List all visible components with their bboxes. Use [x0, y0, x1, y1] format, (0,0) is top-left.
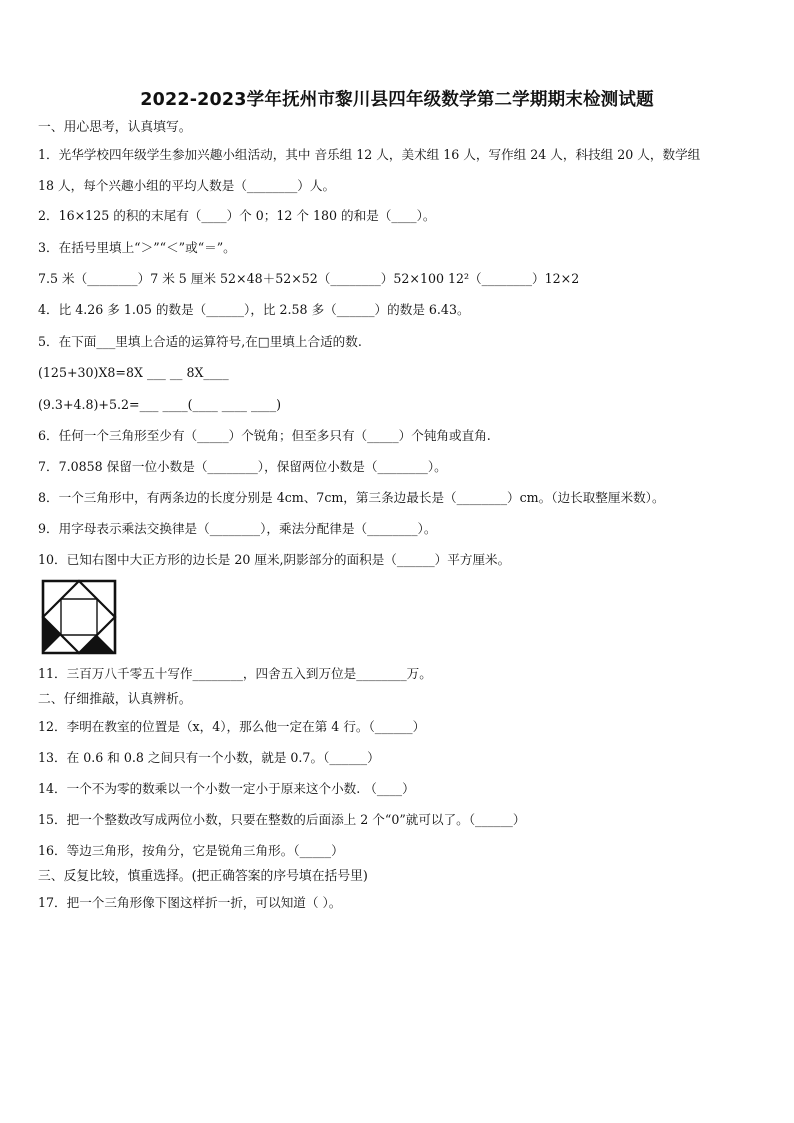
question-14: 14．一个不为零的数乘以一个小数一定小于原来这个小数. （____）: [38, 781, 415, 796]
question-5-line-1: (125+30)X8=8X ___ __ 8X____: [38, 365, 229, 380]
question-3: 3．在括号里填上“＞”“＜”或“＝”。: [38, 240, 236, 255]
question-10: 10．已知右图中大正方形的边长是 20 厘米,阴影部分的面积是（______）平方厘米。: [38, 552, 511, 567]
section-3-heading: 三、反复比较，慎重选择。(把正确答案的序号填在括号里): [38, 869, 368, 884]
question-17: 17．把一个三角形像下图这样折一折，可以知道（ ）。: [38, 895, 342, 910]
question-5-line-2: (9.3+4.8)+5.2=___ ____(____ ____ ____): [38, 397, 282, 412]
question-1-line-1: 1．光华学校四年级学生参加兴趣小组活动，其中 音乐组 12 人，美术组 16 人，写作组 24 人，科技组 20 人，数学组: [38, 147, 701, 162]
question-2: 2．16×125 的积的末尾有（____）个 0；12 个 180 的和是（____）。: [38, 208, 436, 223]
question-3-items: 7.5 米（________）7 米 5 厘米 52×48＋52×52（________）52×100 12²（________）12×2: [38, 271, 580, 286]
question-8: 8．一个三角形中，有两条边的长度分别是 4cm、7cm，第三条边最长是（________）cm。（边长取整厘米数）。: [38, 490, 665, 505]
question-7: 7．7.0858 保留一位小数是（________），保留两位小数是（________）。: [38, 459, 447, 474]
question-15: 15．把一个整数改写成两位小数，只要在整数的后面添上 2 个“0”就可以了。（______）: [38, 812, 526, 827]
section-2-heading: 二、仔细推敲，认真辨析。: [38, 692, 192, 707]
question-1-line-2: 18 人，每个兴趣小组的平均人数是（________）人。: [38, 178, 336, 193]
question-16: 16．等边三角形，按角分，它是锐角三角形。（_____）: [38, 843, 344, 858]
question-4: 4．比 4.26 多 1.05 的数是（______），比 2.58 多（______）的数是 6.43。: [38, 302, 470, 317]
question-6: 6．任何一个三角形至少有（_____）个锐角；但至多只有（_____）个钝角或直角.: [38, 428, 491, 443]
question-9: 9．用字母表示乘法交换律是（________），乘法分配律是（________）。: [38, 521, 437, 536]
question-12: 12．李明在教室的位置是（x，4），那么他一定在第 4 行。（______）: [38, 719, 426, 734]
page-title: 2022-2023学年抚州市黎川县四年级数学第二学期期末检测试题: [140, 90, 654, 110]
question-13: 13．在 0.6 和 0.8 之间只有一个小数，就是 0.7。（______）: [38, 750, 380, 765]
question-11: 11．三百万八千零五十写作________，四舍五入到万位是________万。: [38, 666, 432, 681]
question-5: 5．在下面___里填上合适的运算符号,在□里填上合适的数.: [38, 334, 362, 349]
section-1-heading: 一、用心思考，认真填写。: [38, 120, 192, 135]
square-shaded-figure: [40, 578, 118, 656]
